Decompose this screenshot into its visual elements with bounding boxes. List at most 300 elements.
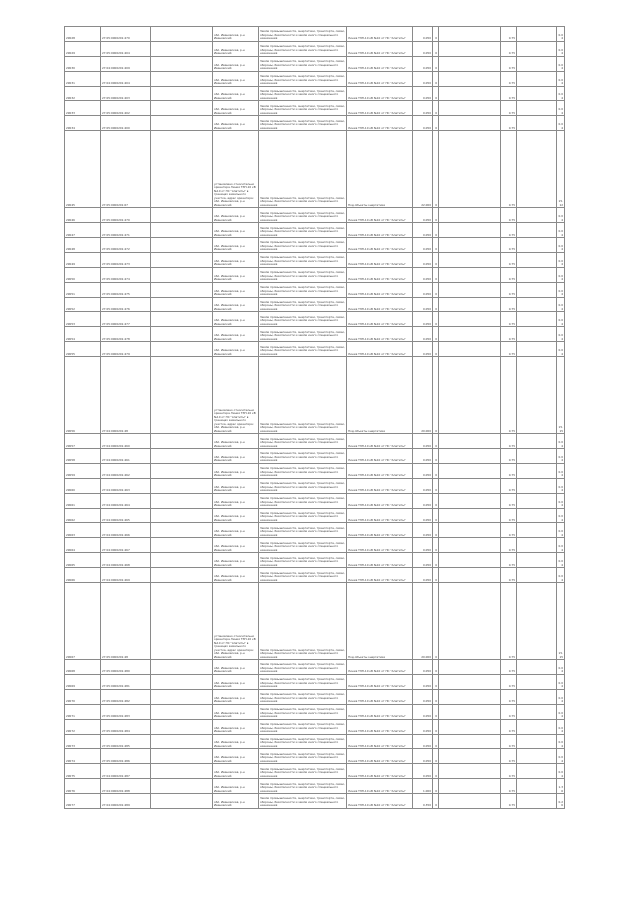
table-row bbox=[65, 508, 565, 523]
cell-addr: обл. Ивановская, р-н Ивановский bbox=[213, 252, 259, 267]
cell-addr: обл. Ивановская, р-н Ивановский bbox=[213, 538, 259, 553]
cell-empty bbox=[517, 704, 557, 719]
cell-tax: 0.04 bbox=[557, 312, 565, 327]
cell-ref: 0 bbox=[433, 342, 439, 357]
table-body bbox=[65, 27, 565, 809]
cell-num: 27:05:0000201:481 bbox=[101, 674, 151, 689]
cell-empty bbox=[439, 523, 501, 538]
table-row bbox=[65, 764, 565, 779]
cell-empty bbox=[151, 719, 213, 734]
cell-empty bbox=[439, 674, 501, 689]
cell-use: Линия ТЭП-10 кВ №10 от ПС "Апатиты" bbox=[347, 116, 413, 131]
cell-cat: Земли промышленности, энергетики, транспорта, связи, обороны, безопасности и земли иного специального назначения bbox=[259, 779, 347, 794]
cell-num: 27:04:0000201:467 bbox=[101, 538, 151, 553]
cell-num: 27:04:0000201:489 bbox=[101, 794, 151, 809]
cell-empty bbox=[151, 568, 213, 583]
cell-empty bbox=[151, 660, 213, 675]
cell-empty bbox=[151, 312, 213, 327]
cell-use: Под объекты энергетики bbox=[347, 583, 413, 660]
table-row bbox=[65, 689, 565, 704]
cell-empty bbox=[439, 282, 501, 297]
cell-cat: Земли промышленности, энергетики, транспорта, связи, обороны, безопасности и земли иного специального назначения bbox=[259, 674, 347, 689]
cell-rate: 0.75 bbox=[501, 267, 517, 282]
cell-empty bbox=[151, 704, 213, 719]
cell-use: Линия ТЭП-10 кВ №10 от ПС "Апатиты" bbox=[347, 538, 413, 553]
cell-area: 0.050 bbox=[413, 538, 433, 553]
cell-empty bbox=[517, 779, 557, 794]
cell-use: Линия ТЭП-10 кВ №10 от ПС "Апатиты" bbox=[347, 478, 413, 493]
cell-area: 0.050 bbox=[413, 86, 433, 101]
cell-num: 27:05:0000201:482 bbox=[101, 689, 151, 704]
cell-empty bbox=[439, 342, 501, 357]
cell-ref: 0 bbox=[433, 493, 439, 508]
cell-id: 29063 bbox=[65, 523, 101, 538]
cell-empty bbox=[439, 267, 501, 282]
cell-num: 27:05:0000201:404 bbox=[101, 41, 151, 56]
cell-empty bbox=[151, 478, 213, 493]
cell-area: 0.050 bbox=[413, 463, 433, 478]
cell-empty bbox=[439, 689, 501, 704]
cell-ref: 0 bbox=[433, 86, 439, 101]
cell-rate: 0.75 bbox=[501, 779, 517, 794]
cell-addr: обл. Ивановская, р-н Ивановский bbox=[213, 101, 259, 116]
cell-area: 0.050 bbox=[413, 508, 433, 523]
table-row bbox=[65, 327, 565, 342]
cell-empty bbox=[517, 342, 557, 357]
cell-ref: 0 bbox=[433, 312, 439, 327]
cell-tax: 0.04 bbox=[557, 267, 565, 282]
cell-empty bbox=[151, 223, 213, 238]
cell-empty bbox=[151, 463, 213, 478]
cell-empty bbox=[439, 463, 501, 478]
cell-use: Линия ТЭП-10 кВ №10 от ПС "Апатиты" bbox=[347, 312, 413, 327]
cell-tax: 0.04 bbox=[557, 327, 565, 342]
cell-num: 27:04:0000201:404 bbox=[101, 71, 151, 86]
cell-rate: 0.75 bbox=[501, 71, 517, 86]
cell-area: 0.050 bbox=[413, 252, 433, 267]
table-row bbox=[65, 116, 565, 131]
cell-addr: обл. Ивановская, р-н Ивановский bbox=[213, 86, 259, 101]
cell-id: 29077 bbox=[65, 794, 101, 809]
cell-empty bbox=[151, 86, 213, 101]
cell-addr: обл. Ивановская, р-н Ивановский bbox=[213, 327, 259, 342]
cell-rate: 0.75 bbox=[501, 660, 517, 675]
cell-area: 1.000 bbox=[413, 779, 433, 794]
cell-addr: обл. Ивановская, р-н Ивановский bbox=[213, 568, 259, 583]
cell-tax: 0.04 bbox=[557, 71, 565, 86]
cell-rate: 0.75 bbox=[501, 704, 517, 719]
cell-empty bbox=[151, 41, 213, 56]
cell-cat: Земли промышленности, энергетики, транспорта, связи, обороны, безопасности и земли иного специального назначения bbox=[259, 719, 347, 734]
cell-empty bbox=[439, 538, 501, 553]
cell-rate: 0.75 bbox=[501, 553, 517, 568]
cell-empty bbox=[439, 27, 501, 42]
cell-use: Линия ТЭП-10 кВ №10 от ПС "Апатиты" bbox=[347, 794, 413, 809]
table-row bbox=[65, 478, 565, 493]
cell-use: Линия ТЭП-10 кВ №10 от ПС "Апатиты" bbox=[347, 56, 413, 71]
cell-empty bbox=[439, 238, 501, 253]
cell-tax: 0.04 bbox=[557, 282, 565, 297]
cell-tax: 0.04 bbox=[557, 553, 565, 568]
cell-id: 29072 bbox=[65, 719, 101, 734]
cell-num: 27:04:0000201:469 bbox=[101, 568, 151, 583]
cell-num: 27:05:0000201:471 bbox=[101, 223, 151, 238]
cell-ref: 0 bbox=[433, 553, 439, 568]
cell-use: Линия ТЭП-10 кВ №10 от ПС "Апатиты" bbox=[347, 238, 413, 253]
cell-rate: 0.75 bbox=[501, 538, 517, 553]
table-row bbox=[65, 312, 565, 327]
cell-area: 0.050 bbox=[413, 749, 433, 764]
cell-cat: Земли промышленности, энергетики, транспорта, связи, обороны, безопасности и земли иного специального назначения bbox=[259, 538, 347, 553]
cell-area: 0.050 bbox=[413, 523, 433, 538]
cell-rate: 0.75 bbox=[501, 312, 517, 327]
cell-tax: 0.04 bbox=[557, 27, 565, 42]
cell-empty bbox=[439, 131, 501, 208]
table-row bbox=[65, 252, 565, 267]
cell-empty bbox=[517, 56, 557, 71]
cell-ref: 0 bbox=[433, 749, 439, 764]
cell-use: Линия ТЭП-10 кВ №10 от ПС "Апатиты" bbox=[347, 223, 413, 238]
cell-id: 29048 bbox=[65, 238, 101, 253]
cell-tax: 0.04 bbox=[557, 449, 565, 464]
table-row bbox=[65, 357, 565, 434]
cell-empty bbox=[517, 719, 557, 734]
cell-use: Линия ТЭП-10 кВ №10 от ПС "Апатиты" bbox=[347, 41, 413, 56]
cell-ref: 0 bbox=[433, 71, 439, 86]
cell-addr: установлено относительно ориентира Линия ТЭП-10 кВ №10 от ПС "Апатиты" в границах земельного участка, адрес ориентира: обл. Ивановская, р-н Ивановский bbox=[213, 131, 259, 208]
cell-addr: обл. Ивановская, р-н Ивановский bbox=[213, 71, 259, 86]
cell-area: 0.050 bbox=[413, 734, 433, 749]
cell-empty bbox=[517, 131, 557, 208]
cell-ref: 0 bbox=[433, 660, 439, 675]
cell-rate: 0.75 bbox=[501, 41, 517, 56]
cell-tax: 15.15 bbox=[557, 583, 565, 660]
cell-ref: 0 bbox=[433, 674, 439, 689]
cell-cat: Земли промышленности, энергетики, транспорта, связи, обороны, безопасности и земли иного специального назначения bbox=[259, 101, 347, 116]
cell-ref: 0 bbox=[433, 56, 439, 71]
cell-id: 29047 bbox=[65, 223, 101, 238]
cell-rate: 0.75 bbox=[501, 357, 517, 434]
cell-cat: Земли промышленности, энергетики, транспорта, связи, обороны, безопасности и земли иного специального назначения bbox=[259, 660, 347, 675]
cell-tax: 0.04 bbox=[557, 223, 565, 238]
cell-use: Линия ТЭП-10 кВ №10 от ПС "Апатиты" bbox=[347, 779, 413, 794]
table-row bbox=[65, 719, 565, 734]
cell-empty bbox=[517, 734, 557, 749]
table-row bbox=[65, 297, 565, 312]
cell-rate: 0.75 bbox=[501, 86, 517, 101]
cell-cat: Земли промышленности, энергетики, транспорта, связи, обороны, безопасности и земли иного специального назначения bbox=[259, 749, 347, 764]
cell-empty bbox=[439, 116, 501, 131]
cell-use: Линия ТЭП-10 кВ №10 от ПС "Апатиты" bbox=[347, 553, 413, 568]
cell-addr: обл. Ивановская, р-н Ивановский bbox=[213, 463, 259, 478]
cell-tax: 0.04 bbox=[557, 493, 565, 508]
cell-use: Под объекты энергетики bbox=[347, 131, 413, 208]
cell-ref: 0 bbox=[433, 131, 439, 208]
table-row bbox=[65, 208, 565, 223]
cell-empty bbox=[151, 208, 213, 223]
cell-ref: 0 bbox=[433, 357, 439, 434]
cell-empty bbox=[517, 689, 557, 704]
cell-rate: 0.75 bbox=[501, 27, 517, 42]
cell-empty bbox=[439, 779, 501, 794]
cell-ref: 0 bbox=[433, 583, 439, 660]
cell-addr: обл. Ивановская, р-н Ивановский bbox=[213, 508, 259, 523]
cell-tax: 0.04 bbox=[557, 538, 565, 553]
cell-tax: 0.04 bbox=[557, 508, 565, 523]
cell-id: 29028 bbox=[65, 27, 101, 42]
cell-addr: обл. Ивановская, р-н Ивановский bbox=[213, 794, 259, 809]
cell-addr: обл. Ивановская, р-н Ивановский bbox=[213, 208, 259, 223]
cell-rate: 0.75 bbox=[501, 297, 517, 312]
cell-num: 27:04:0000201:468 bbox=[101, 553, 151, 568]
cell-cat: Земли промышленности, энергетики, транспорта, связи, обороны, безопасности и земли иного специального назначения bbox=[259, 56, 347, 71]
cell-tax: 0.04 bbox=[557, 116, 565, 131]
cell-tax: 0.04 bbox=[557, 478, 565, 493]
cell-empty bbox=[517, 583, 557, 660]
cell-id: 29066 bbox=[65, 568, 101, 583]
cell-addr: обл. Ивановская, р-н Ивановский bbox=[213, 297, 259, 312]
cell-empty bbox=[151, 734, 213, 749]
cell-empty bbox=[517, 27, 557, 42]
cell-empty bbox=[517, 523, 557, 538]
cell-num: 27:04:0000201:464 bbox=[101, 493, 151, 508]
cell-tax: 0.04 bbox=[557, 208, 565, 223]
cell-tax: 0.04 bbox=[557, 749, 565, 764]
cell-empty bbox=[439, 553, 501, 568]
table-row bbox=[65, 434, 565, 449]
cell-empty bbox=[151, 583, 213, 660]
cell-num: 27:05:0000201:474 bbox=[101, 267, 151, 282]
cell-addr: обл. Ивановская, р-н Ивановский bbox=[213, 674, 259, 689]
cell-area: 0.050 bbox=[413, 238, 433, 253]
cell-rate: 0.75 bbox=[501, 493, 517, 508]
cell-empty bbox=[517, 71, 557, 86]
cell-use: Линия ТЭП-10 кВ №10 от ПС "Апатиты" bbox=[347, 449, 413, 464]
cell-ref: 0 bbox=[433, 538, 439, 553]
cell-use: Линия ТЭП-10 кВ №10 от ПС "Апатиты" bbox=[347, 660, 413, 675]
cell-rate: 0.75 bbox=[501, 56, 517, 71]
cell-num: 27:05:0000201:477 bbox=[101, 312, 151, 327]
cell-area: 0.050 bbox=[413, 101, 433, 116]
cell-empty bbox=[439, 56, 501, 71]
cell-area: 0.050 bbox=[413, 493, 433, 508]
cell-id: 29067 bbox=[65, 583, 101, 660]
cell-ref: 0 bbox=[433, 116, 439, 131]
table-row bbox=[65, 101, 565, 116]
cell-cat: Земли промышленности, энергетики, транспорта, связи, обороны, безопасности и земли иного специального назначения bbox=[259, 568, 347, 583]
cell-use: Линия ТЭП-10 кВ №10 от ПС "Апатиты" bbox=[347, 508, 413, 523]
cell-area: 0.050 bbox=[413, 41, 433, 56]
cell-area: 0.050 bbox=[413, 568, 433, 583]
cell-rate: 0.75 bbox=[501, 734, 517, 749]
cell-empty bbox=[517, 553, 557, 568]
cell-use: Линия ТЭП-10 кВ №10 от ПС "Апатиты" bbox=[347, 434, 413, 449]
cell-num: 27:04:0000201:488 bbox=[101, 779, 151, 794]
cell-id: 29033 bbox=[65, 101, 101, 116]
cell-rate: 0.75 bbox=[501, 764, 517, 779]
cell-empty bbox=[151, 27, 213, 42]
cell-id: 29052 bbox=[65, 297, 101, 312]
cell-id: 29059 bbox=[65, 463, 101, 478]
cell-area: 20.000 bbox=[413, 357, 433, 434]
cell-area: 0.050 bbox=[413, 282, 433, 297]
cell-empty bbox=[439, 223, 501, 238]
cell-id: 29062 bbox=[65, 508, 101, 523]
cell-addr: обл. Ивановская, р-н Ивановский bbox=[213, 56, 259, 71]
table-row bbox=[65, 704, 565, 719]
cell-cat: Земли промышленности, энергетики, транспорта, связи, обороны, безопасности и земли иного специального назначения bbox=[259, 223, 347, 238]
cell-empty bbox=[439, 297, 501, 312]
cell-addr: обл. Ивановская, р-н Ивановский bbox=[213, 719, 259, 734]
cell-ref: 0 bbox=[433, 208, 439, 223]
cell-num: 27:05:0000201:67 bbox=[101, 131, 151, 208]
cell-id: 29030 bbox=[65, 56, 101, 71]
land-plot-table bbox=[64, 26, 565, 809]
cell-area: 0.050 bbox=[413, 56, 433, 71]
table-row bbox=[65, 674, 565, 689]
cell-cat: Земли промышленности, энергетики, транспорта, связи, обороны, безопасности и земли иного специального назначения bbox=[259, 764, 347, 779]
table-row bbox=[65, 27, 565, 42]
table-row bbox=[65, 342, 565, 357]
table-row bbox=[65, 734, 565, 749]
cell-empty bbox=[439, 41, 501, 56]
cell-empty bbox=[439, 583, 501, 660]
cell-empty bbox=[517, 449, 557, 464]
cell-empty bbox=[439, 71, 501, 86]
cell-use: Линия ТЭП-10 кВ №10 от ПС "Апатиты" bbox=[347, 689, 413, 704]
cell-empty bbox=[439, 794, 501, 809]
cell-empty bbox=[517, 538, 557, 553]
cell-rate: 0.75 bbox=[501, 523, 517, 538]
cell-cat: Земли промышленности, энергетики, транспорта, связи, обороны, безопасности и земли иного специального назначения bbox=[259, 282, 347, 297]
cell-cat: Земли промышленности, энергетики, транспорта, связи, обороны, безопасности и земли иного специального назначения bbox=[259, 689, 347, 704]
cell-cat: Земли промышленности, энергетики, транспорта, связи, обороны, безопасности и земли иного специального назначения bbox=[259, 86, 347, 101]
cell-num: 27:04:0000201:465 bbox=[101, 508, 151, 523]
cell-empty bbox=[151, 553, 213, 568]
table-row bbox=[65, 463, 565, 478]
cell-tax: 0.04 bbox=[557, 568, 565, 583]
cell-empty bbox=[517, 297, 557, 312]
cell-empty bbox=[517, 568, 557, 583]
cell-id: 29060 bbox=[65, 478, 101, 493]
cell-addr: обл. Ивановская, р-н Ивановский bbox=[213, 704, 259, 719]
cell-id: 29050 bbox=[65, 267, 101, 282]
cell-rate: 0.75 bbox=[501, 508, 517, 523]
cell-empty bbox=[439, 101, 501, 116]
cell-id: 29046 bbox=[65, 208, 101, 223]
cell-rate: 0.75 bbox=[501, 208, 517, 223]
cell-tax: 0.04 bbox=[557, 56, 565, 71]
cell-empty bbox=[151, 794, 213, 809]
cell-ref: 0 bbox=[433, 568, 439, 583]
table-row bbox=[65, 568, 565, 583]
cell-id: 29031 bbox=[65, 71, 101, 86]
cell-addr: обл. Ивановская, р-н Ивановский bbox=[213, 734, 259, 749]
cell-ref: 0 bbox=[433, 282, 439, 297]
cell-cat: Земли промышленности, энергетики, транспорта, связи, обороны, безопасности и земли иного специального назначения bbox=[259, 41, 347, 56]
cell-num: 27:05:0000201:486 bbox=[101, 749, 151, 764]
cell-empty bbox=[517, 749, 557, 764]
cell-empty bbox=[151, 342, 213, 357]
cell-tax: 0.04 bbox=[557, 660, 565, 675]
table-row bbox=[65, 749, 565, 764]
cell-empty bbox=[151, 538, 213, 553]
cell-empty bbox=[151, 449, 213, 464]
cell-id: 29074 bbox=[65, 749, 101, 764]
cell-empty bbox=[439, 734, 501, 749]
cell-cat: Земли промышленности, энергетики, транспорта, связи, обороны, безопасности и земли иного специального назначения bbox=[259, 297, 347, 312]
table-row bbox=[65, 238, 565, 253]
cell-use: Линия ТЭП-10 кВ №10 от ПС "Апатиты" bbox=[347, 674, 413, 689]
cell-empty bbox=[439, 749, 501, 764]
cell-addr: обл. Ивановская, р-н Ивановский bbox=[213, 223, 259, 238]
cell-cat: Земли промышленности, энергетики, транспорта, связи, обороны, безопасности и земли иного специального назначения bbox=[259, 449, 347, 464]
cell-empty bbox=[517, 764, 557, 779]
cell-area: 0.050 bbox=[413, 27, 433, 42]
cell-id: 29054 bbox=[65, 327, 101, 342]
cell-addr: обл. Ивановская, р-н Ивановский bbox=[213, 779, 259, 794]
cell-empty bbox=[439, 208, 501, 223]
cell-empty bbox=[439, 478, 501, 493]
cell-ref: 0 bbox=[433, 434, 439, 449]
cell-area: 0.050 bbox=[413, 327, 433, 342]
cell-use: Линия ТЭП-10 кВ №10 от ПС "Апатиты" bbox=[347, 297, 413, 312]
cell-addr: обл. Ивановская, р-н Ивановский bbox=[213, 434, 259, 449]
cell-empty bbox=[517, 478, 557, 493]
cell-use: Линия ТЭП-10 кВ №10 от ПС "Апатиты" bbox=[347, 208, 413, 223]
cell-num: 27:05:0000201:402 bbox=[101, 101, 151, 116]
cell-cat: Земли промышленности, энергетики, транспорта, связи, обороны, безопасности и земли иного специального назначения bbox=[259, 327, 347, 342]
cell-id: 29045 bbox=[65, 131, 101, 208]
table-row bbox=[65, 41, 565, 56]
cell-id: 29069 bbox=[65, 674, 101, 689]
cell-empty bbox=[151, 674, 213, 689]
cell-num: 27:05:0000201:403 bbox=[101, 86, 151, 101]
cell-id: 29049 bbox=[65, 252, 101, 267]
cell-empty bbox=[439, 493, 501, 508]
cell-empty bbox=[517, 660, 557, 675]
cell-rate: 0.75 bbox=[501, 252, 517, 267]
cell-use: Линия ТЭП-10 кВ №10 от ПС "Апатиты" bbox=[347, 27, 413, 42]
cell-ref: 0 bbox=[433, 41, 439, 56]
cell-cat: Земли промышленности, энергетики, транспорта, связи, обороны, безопасности и земли иного специального назначения bbox=[259, 463, 347, 478]
cell-rate: 0.75 bbox=[501, 463, 517, 478]
cell-use: Линия ТЭП-10 кВ №10 от ПС "Апатиты" bbox=[347, 86, 413, 101]
cell-rate: 0.75 bbox=[501, 342, 517, 357]
cell-area: 0.050 bbox=[413, 223, 433, 238]
cell-empty bbox=[517, 357, 557, 434]
cell-area: 0.050 bbox=[413, 312, 433, 327]
cell-num: 27:05:0000201:483 bbox=[101, 704, 151, 719]
cell-cat: Земли промышленности, энергетики, транспорта, связи, обороны, безопасности и земли иного специального назначения bbox=[259, 208, 347, 223]
cell-ref: 0 bbox=[433, 478, 439, 493]
cell-empty bbox=[151, 116, 213, 131]
cell-ref: 0 bbox=[433, 238, 439, 253]
cell-empty bbox=[517, 674, 557, 689]
cell-use: Линия ТЭП-10 кВ №10 от ПС "Апатиты" bbox=[347, 523, 413, 538]
cell-id: 29029 bbox=[65, 41, 101, 56]
cell-empty bbox=[439, 568, 501, 583]
cell-tax: 0.04 bbox=[557, 764, 565, 779]
cell-empty bbox=[517, 116, 557, 131]
cell-empty bbox=[517, 41, 557, 56]
cell-id: 29057 bbox=[65, 434, 101, 449]
cell-num: 27:05:0000201:475 bbox=[101, 282, 151, 297]
cell-id: 29034 bbox=[65, 116, 101, 131]
cell-area: 0.050 bbox=[413, 342, 433, 357]
cell-area: 0.050 bbox=[413, 674, 433, 689]
cell-area: 0.050 bbox=[413, 704, 433, 719]
